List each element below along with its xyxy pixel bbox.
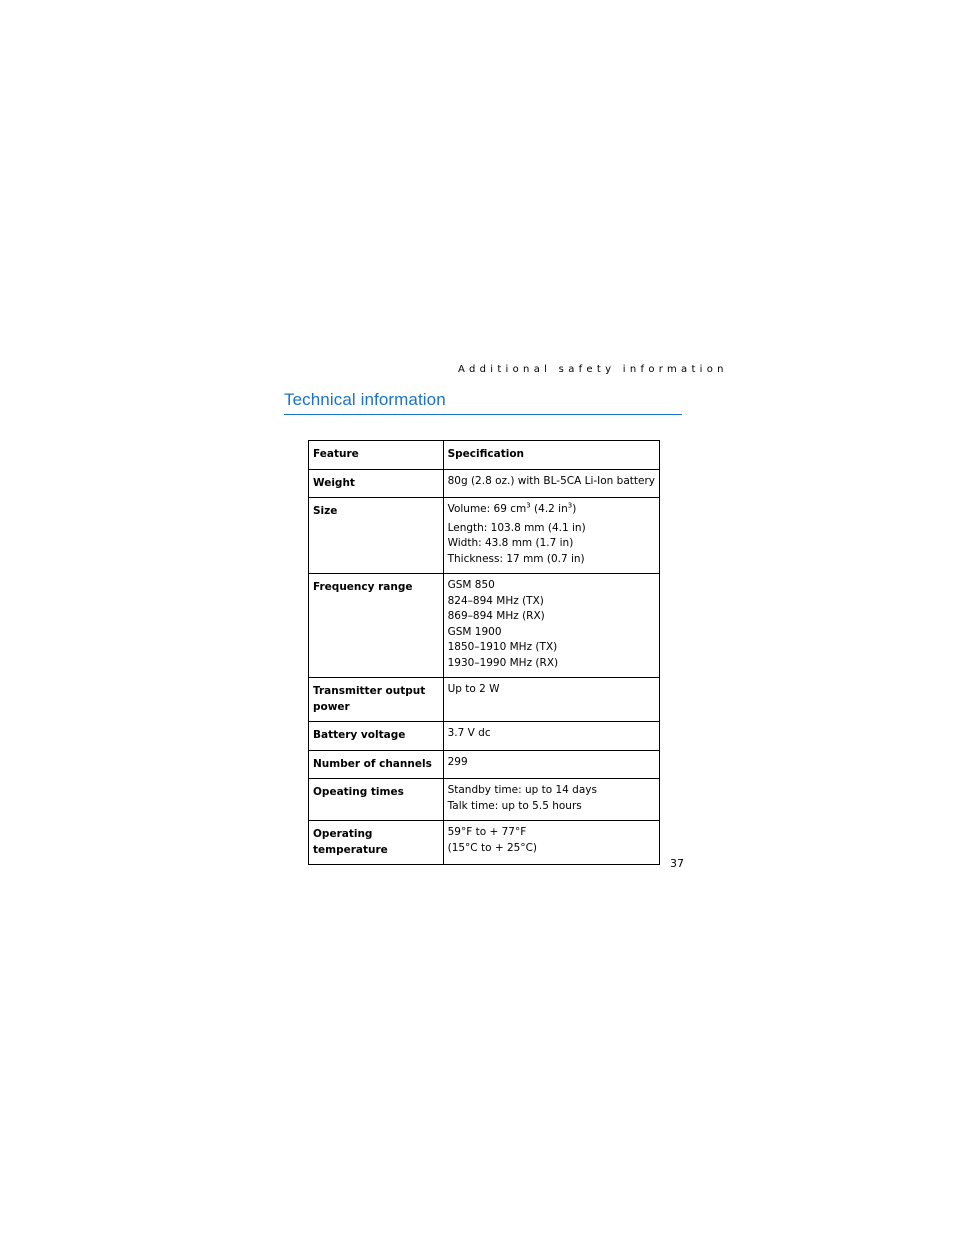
table-row-size [309,498,660,574]
title-rule [284,414,682,415]
spec-cell [443,498,659,574]
spec-line: 869–894 MHz (RX) [447,610,545,622]
spec-cell [443,722,659,751]
spec-line: 1850–1910 MHz (TX) [447,641,558,653]
feature-cell: Number of channels [309,750,444,779]
feature-cell: Battery voltage [309,722,444,751]
spec-cell [443,574,659,678]
spec-line: Standby time: up to 14 days [447,784,597,796]
table-row-operating-times [309,779,660,821]
feature-cell: Transmitter output power [309,678,444,722]
spec-line: GSM 1900 [447,625,502,638]
feature-cell: Operating temperature [309,821,444,865]
feature-cell: Opeating times [309,779,444,821]
spec-line: GSM 850 [447,579,495,591]
header-feature: Feature [309,441,444,470]
spec-volume: Volume: 69 $cm^3$ (4.2 $in^3$) [447,501,577,515]
spec-line: Up to 2 W [447,683,500,695]
spec-line: Talk time: up to 5.5 hours [447,799,582,812]
feature-cell: Frequency range [309,574,444,678]
section-title: Technical information [284,390,446,409]
spec-line: Thickness: 17 mm (0.7 in) [447,552,585,565]
spec-line: 1930–1990 MHz (RX) [447,656,559,669]
spec-cell [443,821,659,865]
spec-line: 824–894 MHz (TX) [447,594,544,607]
spec-line: 80g (2.8 oz.) with BL-5CA Li-Ion battery [447,474,655,487]
spec-line: (15°C to + 25°C) [447,841,538,854]
spec-line: 299 [447,755,468,768]
spec-cell [443,469,659,498]
table-row-frequency [309,574,660,678]
table-row-transmitter [309,678,660,722]
table-header-row [309,441,660,470]
page-number: 37 [670,857,684,870]
table-row-temperature [309,821,660,865]
header-specification: Specification [443,441,659,470]
spec-line: Length: 103.8 mm (4.1 in) [447,521,586,534]
spec-cell [443,750,659,779]
running-head: Additional safety information [458,364,728,375]
spec-line: Width: 43.8 mm (1.7 in) [447,537,574,549]
spec-line: 59°F to + 77°F [447,826,527,838]
feature-cell: Weight [309,469,444,498]
spec-cell [443,779,659,821]
table-row-channels [309,750,660,779]
table-row-weight [309,469,660,498]
spec-cell [443,678,659,722]
spec-line: 3.7 V dc [447,727,491,739]
spec-table [308,440,660,865]
table-row-battery [309,722,660,751]
feature-cell: Size [309,498,444,574]
